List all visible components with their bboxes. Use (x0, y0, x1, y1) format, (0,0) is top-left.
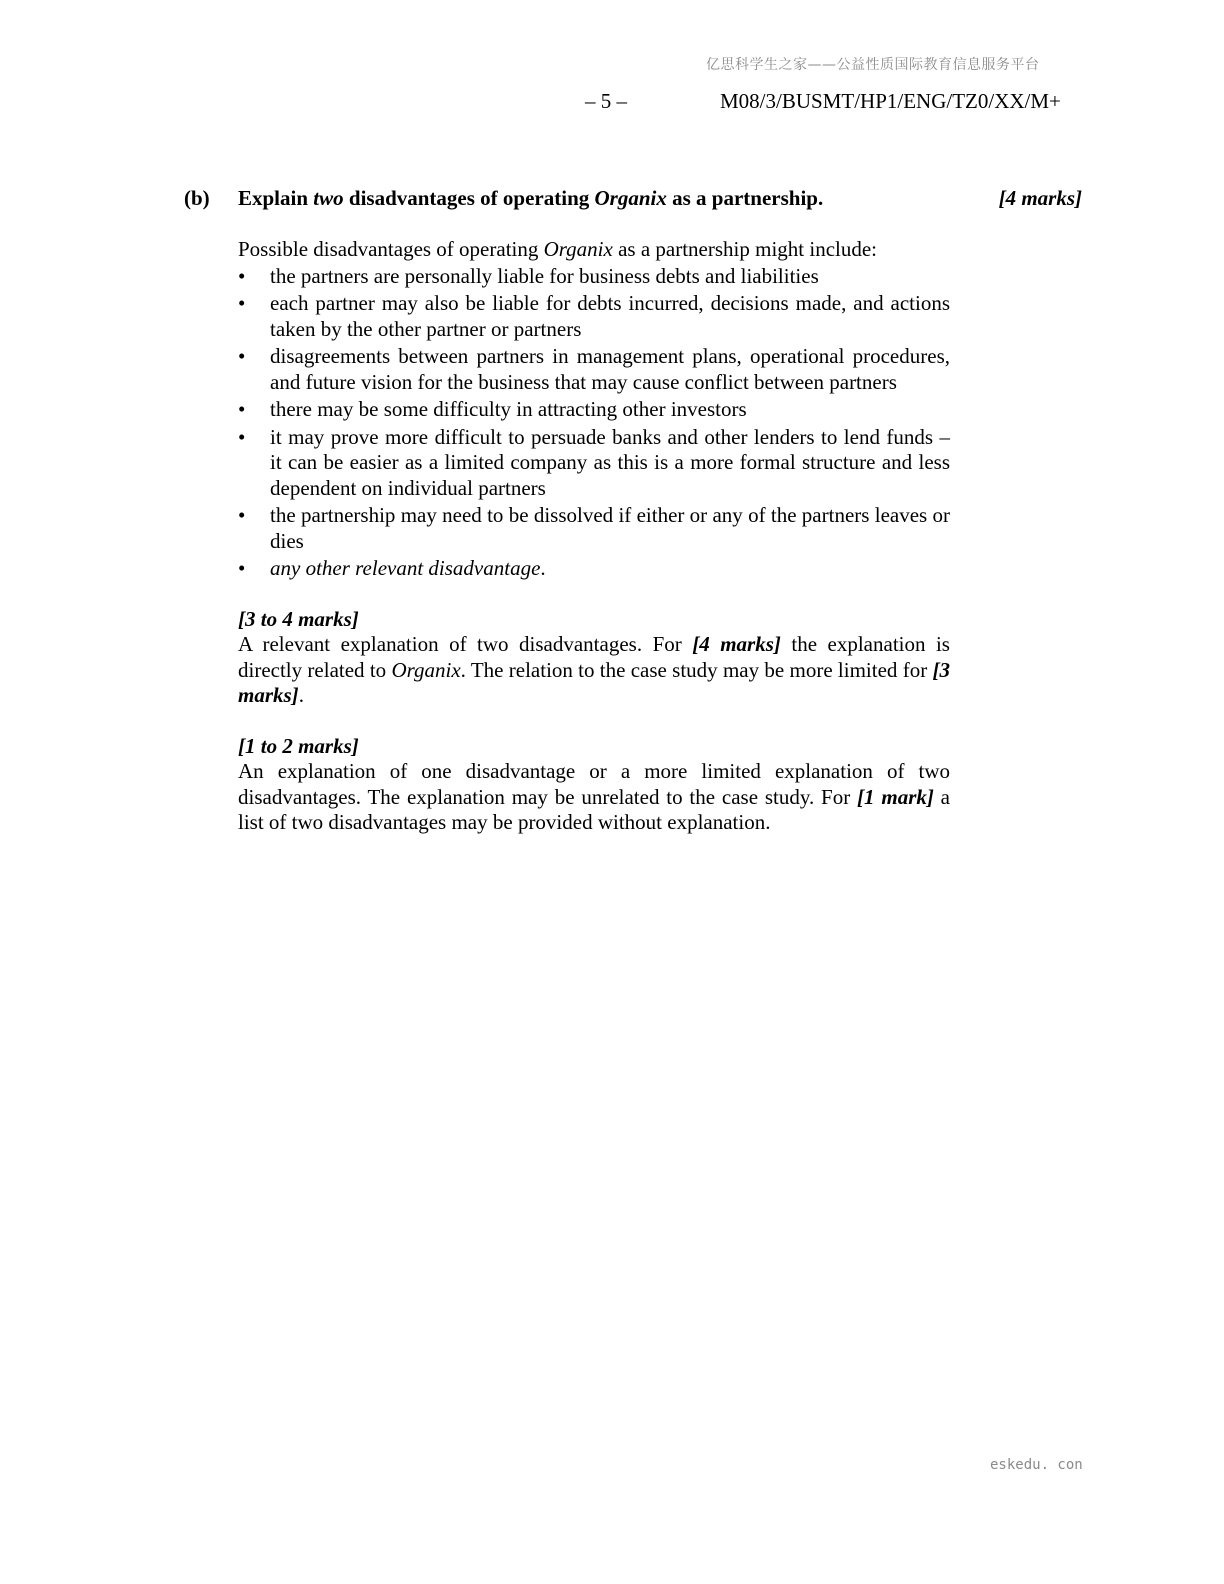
list-item-suffix: . (540, 556, 546, 580)
intro-part: Possible disadvantages of operating (238, 237, 544, 261)
bullet-icon: • (238, 263, 246, 288)
question-text-part: Explain (238, 186, 314, 210)
list-item (238, 503, 950, 554)
paper-code: M08/3/BUSMT/HP1/ENG/TZ0/XX/M+ (720, 89, 1061, 113)
band-text-part: . (298, 683, 304, 707)
list-item-text: disagreements between partners in management plans, operational procedures, and future vision for the business that may cause conflict between partners (270, 344, 950, 394)
band-text-part: . The relation to the case study may be more limited for (460, 657, 933, 682)
marks-emphasis: [3 marks] (238, 657, 950, 707)
bullet-icon: • (238, 397, 246, 421)
band-text-part: A relevant explanation of two disadvantages. For (238, 632, 693, 656)
bullet-icon: • (238, 503, 246, 527)
bullet-icon: • (238, 344, 246, 368)
band-description (238, 632, 950, 709)
disadvantages-list (238, 264, 950, 582)
intro-part: as a partnership might include: (612, 237, 878, 261)
band-heading: [3 to 4 marks] (238, 606, 359, 631)
bullet-icon: • (238, 556, 246, 580)
bullet-icon: • (238, 291, 246, 315)
list-item (238, 556, 950, 582)
band-1-2 (238, 734, 950, 836)
list-item-text: the partners are personally liable for business debts and liabilities (270, 263, 819, 288)
band-text-part: the explanation is directly related to (238, 632, 950, 682)
band-3-4 (238, 607, 950, 709)
top-watermark: 亿思科学生之家——公益性质国际教育信息服务平台 (706, 57, 1040, 73)
question-marks: [4 marks] (998, 186, 1082, 210)
page-number: – 5 – (585, 89, 627, 113)
markscheme-content (238, 237, 950, 836)
list-item-text: each partner may also be liable for debts incurred, decisions made, and actions taken by the other partner or partners (270, 291, 950, 341)
list-item-text: any other relevant disadvantage (270, 556, 541, 580)
list-item (238, 425, 950, 502)
question-text-part: disadvantages of operating (343, 186, 595, 210)
list-item-text: there may be some difficulty in attracting other investors (270, 397, 747, 421)
list-item-text: it may prove more difficult to persuade banks and other lenders to lend funds – it can be easier as a limited company as this is a more formal structure and less dependent on individual partners (270, 424, 950, 500)
band-heading: [1 to 2 marks] (238, 733, 359, 758)
list-item (238, 264, 950, 290)
question-row (184, 186, 1082, 216)
bullet-icon: • (238, 424, 246, 449)
band-description (238, 759, 950, 836)
question-text (238, 186, 823, 211)
list-item (238, 397, 950, 423)
intro-emphasis: Organix (543, 237, 613, 261)
list-item (238, 291, 950, 342)
question-emphasis: Organix (594, 186, 667, 210)
question-text-part: as a partnership. (666, 186, 824, 210)
marks-emphasis: [4 marks] (692, 632, 781, 656)
list-item (238, 344, 950, 395)
organix-emphasis: Organix (391, 657, 461, 682)
marks-emphasis: [1 mark] (857, 784, 934, 809)
question-emphasis: two (313, 186, 344, 210)
bottom-watermark: eskedu. con (990, 1457, 1083, 1473)
band-text-part: An explanation of one disadvantage or a more limited explanation of two disadvantages. The explanation may be unrelated to the case study. For (238, 759, 950, 809)
intro-text (238, 237, 950, 263)
band-text-part: a list of two disadvantages may be provided without explanation. (238, 784, 950, 834)
list-item-text: the partnership may need to be dissolved if either or any of the partners leaves or dies (270, 503, 950, 553)
question-label: (b) (184, 186, 210, 210)
